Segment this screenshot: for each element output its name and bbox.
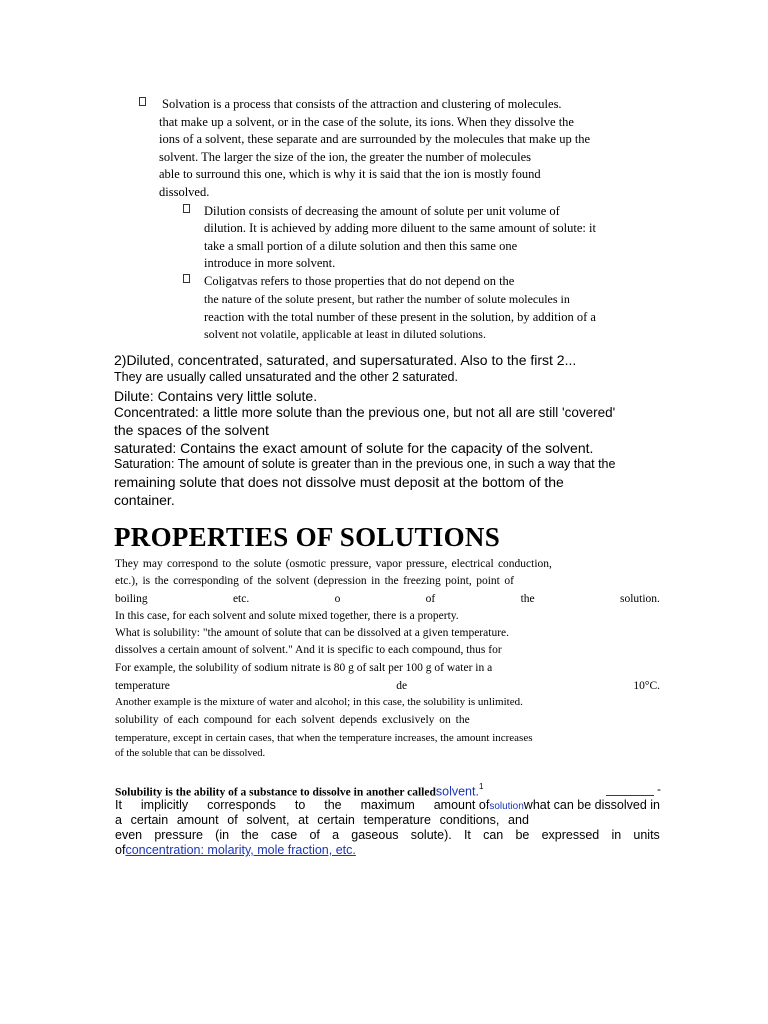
word: the (520, 593, 535, 605)
blank-link-underline[interactable] (606, 795, 654, 796)
word: even (115, 828, 143, 842)
word: of (115, 843, 126, 857)
section2-line-9: container. (114, 492, 175, 508)
properties-line-6: dissolves a certain amount of solvent." And it is specific to each compound, thus for (115, 644, 502, 656)
dilution-line-4: introduce in more solvent. (204, 256, 336, 270)
properties-line-2: etc.), is the corresponding of the solvent (depression in the freezing point, point of (115, 575, 514, 587)
word: etc. (232, 593, 250, 605)
word: of (227, 813, 238, 827)
word: corresponds (207, 798, 276, 812)
solubility-dash: - (657, 782, 661, 796)
word: units (633, 828, 660, 842)
solubility-line-3 (115, 814, 529, 827)
solvation-line-5: able to surround this one, which is why it is said that the ion is mostly found (159, 167, 541, 181)
word: the (324, 798, 342, 812)
section2-line-8: remaining solute that does not dissolve must deposit at the bottom of the (114, 474, 564, 490)
properties-line-1: They may correspond to the solute (osmotic pressure, vapor pressure, electrical conduction, (115, 558, 552, 570)
bullet-box-icon (183, 274, 190, 283)
bullet-box-icon (139, 97, 146, 106)
solvent-link[interactable]: solvent. (435, 784, 479, 799)
word: solution. (620, 593, 660, 605)
word: solvent, (246, 813, 290, 827)
word: It (463, 828, 471, 842)
word: temperature (115, 680, 170, 692)
properties-line-3 (115, 594, 660, 606)
solution-link[interactable]: solution (489, 801, 524, 812)
word: 10°C. (633, 680, 660, 692)
word: amount (176, 813, 219, 827)
colligative-line-3: reaction with the total number of these present in the solution, by addition of a (204, 310, 596, 324)
section2-line-6: saturated: Contains the exact amount of solute for the capacity of the solvent. (114, 440, 594, 456)
footnote-marker: 1 (478, 782, 484, 791)
dilution-line-1: Dilution consists of decreasing the amount of solute per unit volume of (204, 204, 560, 218)
word: can (483, 828, 504, 842)
word: of (425, 593, 436, 605)
colligative-line-2: the nature of the solute present, but rather the number of solute molecules in (204, 292, 570, 306)
properties-line-5: What is solubility: "the amount of solute that can be dissolved at a given temperature. (115, 627, 509, 639)
solubility-line-5 (115, 844, 356, 857)
word: implicitly (140, 798, 189, 812)
page-heading: PROPERTIES OF SOLUTIONS (114, 522, 501, 552)
word: temperature (363, 813, 431, 827)
section2-line-5: the spaces of the solvent (114, 422, 269, 438)
word: the (241, 828, 259, 842)
properties-line-10: solubility of each compound for each solvent depends exclusively on the (115, 714, 470, 726)
word: and (508, 813, 529, 827)
word: pressure (154, 828, 203, 842)
properties-line-11: temperature, except in certain cases, that when the temperature increases, the amount increases (115, 732, 533, 744)
word: amount (433, 798, 476, 812)
solubility-line-2 (115, 799, 660, 812)
word: (in (215, 828, 230, 842)
word: gaseous (351, 828, 399, 842)
word: in (611, 828, 622, 842)
word: case (270, 828, 298, 842)
solvation-line-1: Solvation is a process that consists of the attraction and clustering of molecules. (162, 97, 562, 111)
word: expressed (541, 828, 600, 842)
solubility-line-1 (115, 783, 483, 799)
solvation-line-2: that make up a solvent, or in the case of the solute, its ions. When they dissolve the (159, 115, 574, 129)
dilution-line-2: dilution. It is achieved by adding more diluent to the same amount of solute: it (204, 221, 596, 235)
section2-line-1: 2)Diluted, concentrated, saturated, and supersaturated. Also to the first 2... (114, 352, 577, 368)
word: a (332, 828, 340, 842)
solubility-intro: Solubility is the ability of a substance to dissolve in another called (115, 786, 436, 799)
colligative-line-4: solvent not volatile, applicable at least in diluted solutions. (204, 327, 486, 341)
word: It (115, 798, 122, 812)
solubility-line-2-tail: what can be dissolved in (523, 798, 660, 812)
solvation-line-4: solvent. The larger the size of the ion, the greater the number of molecules (159, 150, 531, 164)
word: de (396, 680, 408, 692)
section2-line-2: They are usually called unsaturated and the other 2 saturated. (114, 370, 458, 384)
word: o (334, 593, 341, 605)
properties-line-12: of the soluble that can be dissolved. (115, 748, 266, 759)
word: boiling (115, 593, 148, 605)
word: certain (130, 813, 169, 827)
concentration-link[interactable]: concentration: molarity, mole fraction, etc. (125, 843, 356, 857)
section2-line-7: Saturation: The amount of solute is greater than in the previous one, in such a way that the (114, 457, 616, 471)
solvation-line-3: ions of a solvent, these separate and are surrounded by the molecules that make up the (159, 132, 591, 146)
properties-line-9: Another example is the mixture of water and alcohol; in this case, the solubility is unlimited. (115, 696, 523, 708)
word: conditions, (439, 813, 500, 827)
properties-line-7: For example, the solubility of sodium nitrate is 80 g of salt per 100 g of water in a (115, 662, 493, 674)
word: of (309, 828, 320, 842)
properties-line-8 (115, 681, 660, 693)
word: to (294, 798, 306, 812)
word: be (515, 828, 530, 842)
solubility-line-4 (115, 829, 660, 842)
properties-line-4: In this case, for each solvent and solute mixed together, there is a property. (115, 610, 459, 622)
word: at (298, 813, 309, 827)
section2-line-4: Concentrated: a little more solute than the previous one, but not all are still 'covered' (114, 405, 616, 420)
word: of (478, 798, 490, 812)
bullet-box-icon (183, 204, 190, 213)
word: a (115, 813, 122, 827)
word: maximum (360, 798, 415, 812)
dilution-line-3: take a small portion of a dilute solution and then this same one (204, 239, 518, 253)
colligative-line-1: Coligatvas refers to those properties that do not depend on the (204, 274, 515, 288)
section2-line-3: Dilute: Contains very little solute. (114, 388, 318, 404)
word: certain (317, 813, 355, 827)
solvation-line-6: dissolved. (159, 185, 210, 199)
word: solute). (410, 828, 452, 842)
